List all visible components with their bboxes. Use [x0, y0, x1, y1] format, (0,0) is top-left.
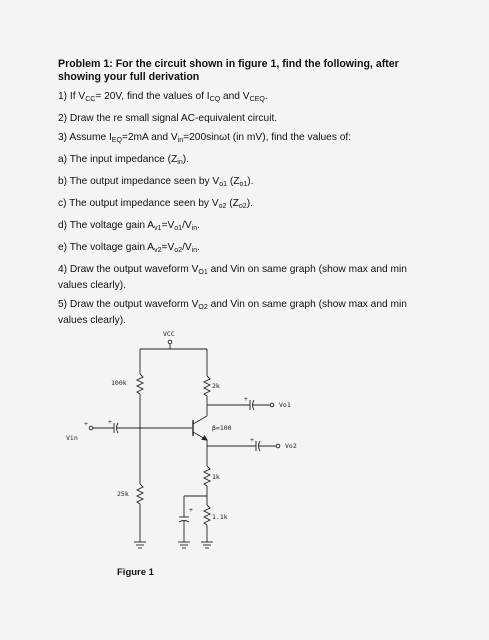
resistor-re2 — [204, 505, 210, 525]
resistor-r1 — [137, 374, 143, 394]
vo1-label: Vo1 — [279, 401, 291, 409]
rc-label: 2k — [212, 382, 220, 390]
vo2-terminal — [276, 444, 280, 448]
r1-label: 100k — [111, 379, 127, 387]
vcc-label: VCC — [163, 330, 175, 338]
problem-text — [58, 58, 438, 333]
item-2: 2) Draw the re small signal AC-equivalent circuit. — [58, 113, 278, 124]
resistor-rc — [204, 376, 210, 396]
vo1-cap-plus: + — [244, 395, 248, 403]
vo2-cap-plus: + — [250, 436, 254, 444]
figure-caption: Figure 1 — [117, 567, 154, 578]
vo2-label: Vo2 — [285, 442, 297, 450]
input-cap-plus: + — [108, 418, 112, 426]
circuit-diagram — [58, 325, 298, 585]
transistor-collector — [193, 416, 207, 424]
item-3: 3) Assume $I_{EQ}=2mA$ and $V_{in}=200\sin\omega t$ (in mV), find the values of: — [58, 132, 352, 144]
item-e: e) The voltage gain $A_{v2}=V_{o2}/V_{in}$. — [58, 242, 200, 254]
resistor-re1 — [204, 466, 210, 486]
re2-label: 1.1k — [212, 513, 228, 521]
item-1: 1) If $V_{CC}= 20V$, find the values of $I_{CQ}$ and $V_{CEQ}$. — [58, 91, 268, 103]
bypass-cap-plus: + — [189, 506, 193, 514]
vo1-terminal — [270, 403, 274, 407]
item-a: a) The input impedance $(Z_{in})$. — [58, 154, 189, 166]
vin-label: Vin — [66, 434, 78, 442]
emitter-arrow — [202, 436, 207, 440]
vcc-terminal — [168, 340, 172, 344]
vin-plus-label: + — [84, 420, 88, 428]
beta-label: β=100 — [212, 424, 232, 432]
problem-title: Problem 1: For the circuit shown in figure 1, find the following, after showing your full derivation — [58, 58, 399, 83]
re1-label: 1k — [212, 473, 220, 481]
item-4: 4) Draw the output waveform $V_{O1}$ and Vin on same graph (show max and min values clearly). — [58, 264, 407, 291]
item-d: d) The voltage gain $A_{v1}=V_{o1}/V_{in}$. — [58, 220, 200, 232]
item-b: b) The output impedance seen by $V_{o1}$ $(Z_{o1})$. — [58, 176, 254, 188]
r2-label: 25k — [117, 490, 129, 498]
vin-terminal — [89, 426, 93, 430]
resistor-r2 — [137, 484, 143, 504]
item-c: c) The output impedance seen by $V_{o2}$ $(Z_{o2})$. — [58, 198, 253, 210]
item-5: 5) Draw the output waveform $V_{O2}$ and Vin on same graph (show max and min values clearly). — [58, 299, 407, 326]
